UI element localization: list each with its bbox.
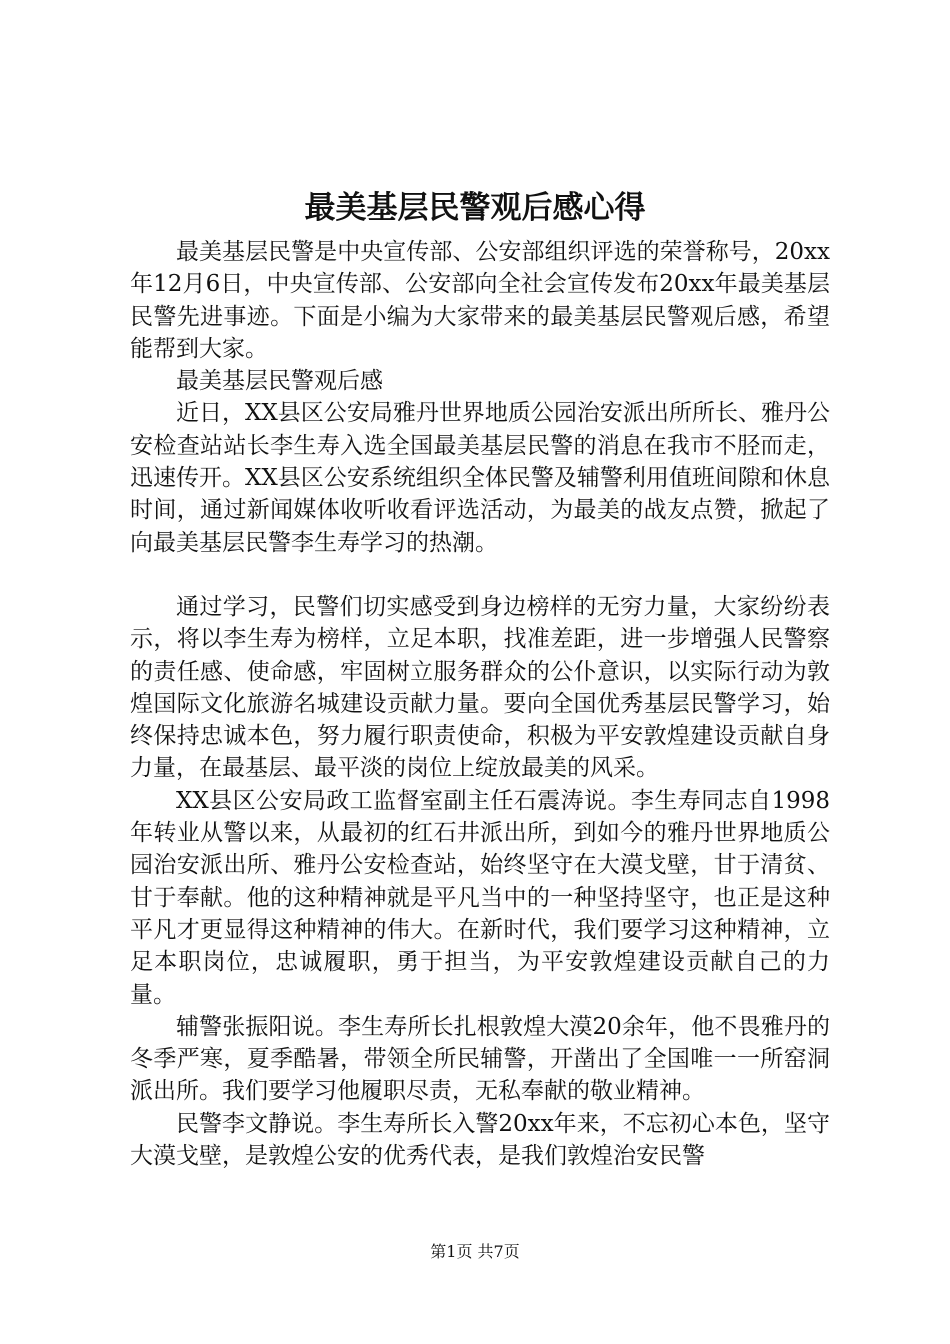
body-paragraph: 民警李文静说。李生寿所长入警20xx年来，不忘初心本色，坚守大漠戈壁，是敦煌公安的优秀代表，是我们敦煌治安民警: [130, 1110, 830, 1170]
body-paragraph: 通过学习，民警们切实感受到身边榜样的无穷力量，大家纷纷表示，将以李生寿为榜样，立足本职，找准差距，进一步增强人民警察的责任感、使命感，牢固树立服务群众的公仆意识，以实际行动为敦煌国际文化旅游名城建设贡献力量。要向全国优秀基层民警学习，始终保持忠诚本色，努力履行职责使命，积极为平安敦煌建设贡献自身力量，在最基层、最平淡的岗位上绽放最美的风采。: [130, 593, 830, 782]
body-paragraph: 近日，XX县区公安局雅丹世界地质公园治安派出所所长、雅丹公安检查站站长李生寿入选全国最美基层民警的消息在我市不胫而走，迅速传开。XX县区公安系统组织全体民警及辅警利用值班间隙和休息时间，通过新闻媒体收听收看评选活动，为最美的战友点赞，掀起了向最美基层民警李生寿学习的热潮。: [130, 400, 830, 556]
body-paragraph: XX县区公安局政工监督室副主任石震涛说。李生寿同志自1998年转业从警以来，从最初的红石井派出所，到如今的雅丹世界地质公园治安派出所、雅丹公安检查站，始终坚守在大漠戈壁，甘于清贫、甘于奉献。他的这种精神就是平凡当中的一种坚持坚守，也正是这种平凡才更显得这种精神的伟大。在新时代，我们要学习这种精神，立足本职岗位，忠诚履职，勇于担当，为平安敦煌建设贡献自己的力量。: [130, 787, 830, 1008]
page-number: 第1页 共7页: [430, 1242, 520, 1261]
section-heading: 最美基层民警观后感: [176, 368, 383, 395]
body-paragraph: 辅警张振阳说。李生寿所长扎根敦煌大漠20余年，他不畏雅丹的冬季严寒，夏季酷暑，带领全所民辅警，开凿出了全国唯一一所窑洞派出所。我们要学习他履职尽责，无私奉献的敬业精神。: [130, 1013, 830, 1105]
document-body: [130, 236, 830, 1172]
intro-paragraph: 最美基层民警是中央宣传部、公安部组织评选的荣誉称号，20xx年12月6日，中央宣传部、公安部向全社会宣传发布20xx年最美基层民警先进事迹。下面是小编为大家带来的最美基层民警观后感，希望能帮到大家。: [130, 239, 830, 362]
document-title: 最美基层民警观后感心得: [304, 190, 646, 226]
